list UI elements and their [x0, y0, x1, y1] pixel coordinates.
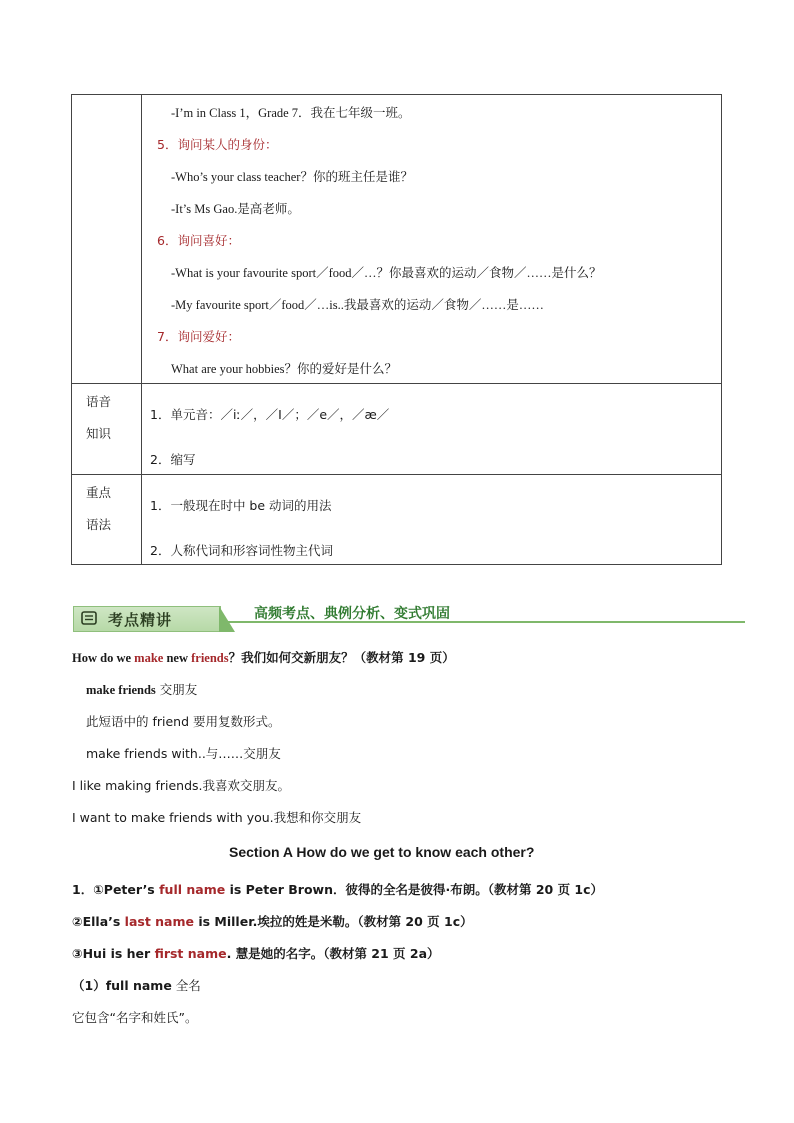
table-line: What are your hobbies？你的爱好是什么？ [171, 362, 398, 376]
phrase-line: make friends 交朋友 [86, 682, 198, 697]
table-column-divider [141, 94, 142, 565]
note: 此短语中的 friend 要用复数形式。 [86, 714, 281, 729]
item-line: ②Ella’s last name is Miller.埃拉的姓是米勒。（教材第 20 页 1c） [72, 914, 473, 929]
table-line: -What is your favourite sport／food／…？你最喜欢的运动／食物／……是什么？ [171, 266, 602, 280]
sub-item: （1）full name 全名 [72, 978, 201, 993]
table-line: -It’s Ms Gao.是高老师。 [171, 202, 300, 216]
table-border-bottom [71, 564, 722, 565]
section-title: Section A How do we get to know each other? [229, 844, 535, 860]
table-border-left [71, 94, 72, 565]
example-sentence: I like making friends.我喜欢交朋友。 [72, 778, 290, 793]
table-border-top [71, 94, 722, 95]
question-line: How do we make new friends？我们如何交新朋友？（教材第 19 页） [72, 650, 455, 665]
table-row-divider [71, 383, 722, 384]
book-icon [81, 611, 97, 625]
table-heading-identity: 5．询问某人的身份： [157, 137, 278, 152]
banner-arrow [219, 606, 235, 632]
row-label: 知识 [86, 426, 112, 441]
table-heading-preference: 6．询问喜好： [157, 233, 240, 248]
row-label: 重点 [86, 485, 112, 500]
table-item: 1．一般现在时中 be 动词的用法 [150, 498, 332, 513]
banner-subtitle: 高频考点、典例分析、变式巩固 [254, 606, 450, 622]
table-line: -Who’s your class teacher？你的班主任是谁？ [171, 170, 413, 184]
table-item: 2．缩写 [150, 452, 196, 467]
banner-title: 考点精讲 [108, 611, 173, 629]
table-row-divider [71, 474, 722, 475]
item-line: ③Hui is her first name. 慧是她的名字。（教材第 21 页 2a） [72, 946, 440, 961]
table-border-right [721, 94, 722, 565]
row-label: 语音 [86, 394, 112, 409]
table-heading-hobby: 7．询问爱好： [157, 329, 240, 344]
table-item: 1．单元音：／iː／，／I／；／e／，／æ／ [150, 407, 390, 422]
table-line: -My favourite sport／food／…is..我最喜欢的运动／食物／……是…… [171, 298, 544, 312]
row-label: 语法 [86, 517, 112, 532]
note: 它包含“名字和姓氏”。 [72, 1010, 198, 1025]
table-item: 2．人称代词和形容词性物主代词 [150, 543, 333, 558]
item-line: 1．①Peter’s full name is Peter Brown．彼得的全名是彼得·布朗。（教材第 20 页 1c） [72, 882, 604, 897]
table-line: -I’m in Class 1，Grade 7．我在七年级一班。 [171, 106, 411, 120]
example-sentence: I want to make friends with you.我想和你交朋友 [72, 810, 362, 825]
note: make friends with..与……交朋友 [86, 746, 281, 761]
